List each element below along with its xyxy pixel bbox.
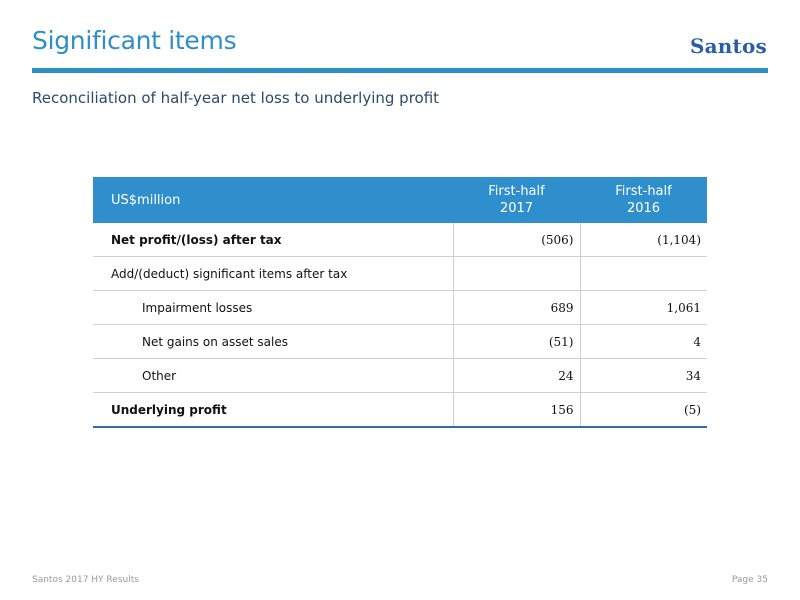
table-row xyxy=(93,257,707,291)
cell-value-2017: 24 xyxy=(453,359,580,393)
table-row xyxy=(93,359,707,393)
column-header-2017-line1: First-half xyxy=(488,184,545,199)
title-divider xyxy=(32,68,768,73)
reconciliation-table-container xyxy=(93,177,707,428)
column-header-2016-line2: 2016 xyxy=(626,201,661,216)
page-title: Significant items xyxy=(32,26,237,55)
row-label: Impairment losses xyxy=(93,291,453,325)
column-header-2017-line2: 2017 xyxy=(499,201,534,216)
column-header-first-half-2017 xyxy=(453,177,580,223)
table-header-row xyxy=(93,177,707,223)
cell-value-2017: 156 xyxy=(453,393,580,428)
footer-page-number: Page 35 xyxy=(731,575,768,585)
reconciliation-table xyxy=(93,177,707,428)
column-header-first-half-2016 xyxy=(580,177,707,223)
row-label: Other xyxy=(93,359,453,393)
column-header-unit: US$million xyxy=(93,177,453,223)
cell-value-2017: 689 xyxy=(453,291,580,325)
row-label: Net profit/(loss) after tax xyxy=(93,223,453,257)
page-subtitle: Reconciliation of half-year net loss to underlying profit xyxy=(32,89,440,107)
row-label: Add/(deduct) significant items after tax xyxy=(93,257,453,291)
cell-value-2016: 34 xyxy=(580,359,707,393)
cell-value-2016: 4 xyxy=(580,325,707,359)
cell-value-2017: (506) xyxy=(453,223,580,257)
cell-value-2016: (5) xyxy=(580,393,707,428)
column-header-2016-line1: First-half xyxy=(615,184,672,199)
cell-value-2016 xyxy=(580,257,707,291)
table-row xyxy=(93,223,707,257)
table-row xyxy=(93,325,707,359)
table-row xyxy=(93,291,707,325)
row-label: Net gains on asset sales xyxy=(93,325,453,359)
cell-value-2017 xyxy=(453,257,580,291)
cell-value-2016: 1,061 xyxy=(580,291,707,325)
footer-document-title: Santos 2017 HY Results xyxy=(32,575,139,585)
cell-value-2017: (51) xyxy=(453,325,580,359)
table-row xyxy=(93,393,707,428)
cell-value-2016: (1,104) xyxy=(580,223,707,257)
row-label: Underlying profit xyxy=(93,393,453,428)
santos-logo: Santos xyxy=(690,34,767,58)
